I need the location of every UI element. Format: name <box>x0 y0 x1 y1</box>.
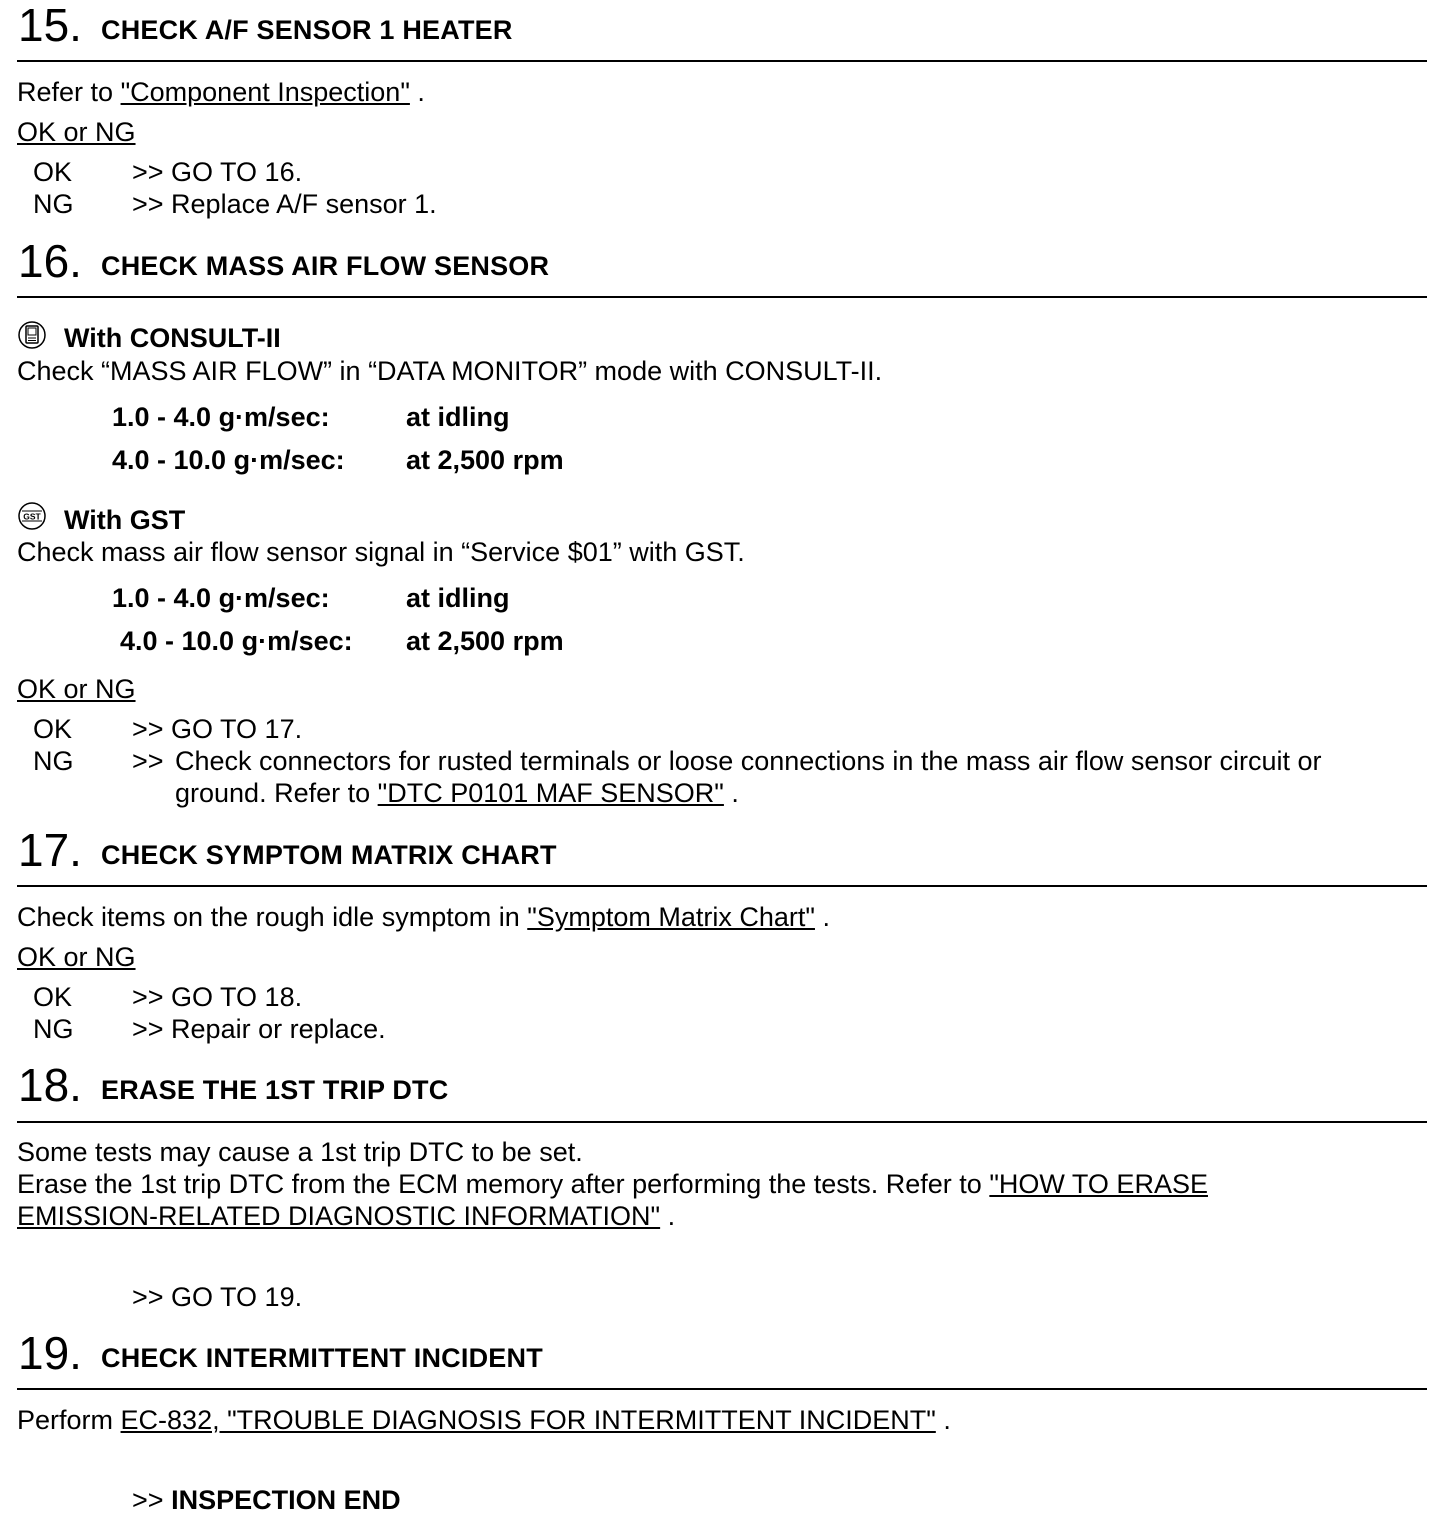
step-title-15: CHECK A/F SENSOR 1 HEATER <box>101 15 513 45</box>
spec-value: 1.0 - 4.0 g·m/sec: <box>112 583 330 613</box>
divider <box>17 1121 1427 1123</box>
step-number-18: 18. <box>18 1059 82 1111</box>
how-to-erase-link[interactable]: "HOW TO ERASE <box>989 1169 1208 1199</box>
spec-value: 1.0 - 4.0 g·m/sec: <box>112 402 330 432</box>
step-title-16: CHECK MASS AIR FLOW SENSOR <box>101 251 550 281</box>
spec-condition: at idling <box>406 583 510 613</box>
ng-label: NG <box>33 1014 74 1044</box>
step-number-19: 19. <box>18 1327 82 1379</box>
inspection-end <box>132 1485 401 1516</box>
ng-label: NG <box>33 189 74 219</box>
gst-heading: With GST <box>64 505 186 535</box>
divider <box>17 885 1427 887</box>
text-suffix: . <box>943 1405 951 1435</box>
end-text: INSPECTION END <box>171 1485 401 1515</box>
step-number-15: 15. <box>18 0 82 51</box>
step-title-17: CHECK SYMPTOM MATRIX CHART <box>101 840 557 870</box>
ok-label: OK <box>33 982 73 1012</box>
ng-arrow: >> <box>132 746 164 776</box>
ng-label: NG <box>33 746 74 776</box>
refer-suffix: . <box>417 77 425 107</box>
spec-value: 4.0 - 10.0 g·m/sec: <box>112 445 345 475</box>
spec-condition: at 2,500 rpm <box>406 626 564 656</box>
erase-line2 <box>17 1169 1208 1200</box>
dtc-p0101-link[interactable]: "DTC P0101 MAF SENSOR" <box>377 778 724 808</box>
step-title-18: ERASE THE 1ST TRIP DTC <box>101 1075 449 1105</box>
ok-result: >> GO TO 16. <box>132 157 303 187</box>
refer-prefix: Refer to <box>17 77 114 107</box>
spec-condition: at 2,500 rpm <box>406 445 564 475</box>
svg-text:GST: GST <box>23 511 41 522</box>
ok-label: OK <box>33 714 73 744</box>
text-prefix: Perform <box>17 1405 114 1435</box>
refer-line-15 <box>17 77 425 108</box>
text-suffix: . <box>822 902 830 932</box>
perform-line <box>17 1405 951 1436</box>
step-number-17: 17. <box>18 824 82 876</box>
divider <box>17 60 1427 62</box>
text-suffix: . <box>667 1201 676 1231</box>
how-to-erase-link[interactable]: EMISSION-RELATED DIAGNOSTIC INFORMATION" <box>17 1201 661 1231</box>
gst-icon <box>17 501 47 531</box>
spec-condition: at idling <box>406 402 510 432</box>
ok-result: >> GO TO 17. <box>132 714 303 744</box>
refer-prefix: ground. Refer to <box>175 778 371 808</box>
text-prefix: Check items on the rough idle symptom in <box>17 902 520 932</box>
text-prefix: Erase the 1st trip DTC from the ECM memory after performing the tests. Refer to <box>17 1169 982 1199</box>
ok-or-ng-label: OK or NG <box>17 117 136 147</box>
ng-result-line1: Check connectors for rusted terminals or loose connections in the mass air flow sensor circuit or <box>175 746 1322 776</box>
gst-instruction: Check mass air flow sensor signal in “Service $01” with GST. <box>17 537 745 567</box>
consult-instruction: Check “MASS AIR FLOW” in “DATA MONITOR” mode with CONSULT-II. <box>17 356 883 386</box>
symptom-matrix-link[interactable]: "Symptom Matrix Chart" <box>527 902 815 932</box>
step-title-19: CHECK INTERMITTENT INCIDENT <box>101 1343 543 1373</box>
refer-suffix: . <box>731 778 739 808</box>
divider <box>17 1388 1427 1390</box>
step-number-16: 16. <box>18 235 82 287</box>
ng-result: >> Replace A/F sensor 1. <box>132 189 437 219</box>
ok-label: OK <box>33 157 73 187</box>
goto-result: >> GO TO 19. <box>132 1282 303 1312</box>
symptom-line <box>17 902 830 933</box>
erase-line3 <box>17 1201 675 1232</box>
ng-result-line2 <box>175 778 739 809</box>
divider <box>17 296 1427 298</box>
ok-or-ng-label: OK or NG <box>17 942 136 972</box>
ok-or-ng-label: OK or NG <box>17 674 136 704</box>
erase-line1: Some tests may cause a 1st trip DTC to be set. <box>17 1137 583 1167</box>
consult-icon <box>17 320 47 350</box>
end-arrow: >> <box>132 1485 164 1515</box>
consult-heading: With CONSULT-II <box>64 323 281 353</box>
ng-result: >> Repair or replace. <box>132 1014 386 1044</box>
component-inspection-link[interactable]: "Component Inspection" <box>120 77 410 107</box>
ok-result: >> GO TO 18. <box>132 982 303 1012</box>
spec-value: 4.0 - 10.0 g·m/sec: <box>120 626 353 656</box>
intermittent-incident-link[interactable]: EC-832, "TROUBLE DIAGNOSIS FOR INTERMITTENT INCIDENT" <box>120 1405 936 1435</box>
